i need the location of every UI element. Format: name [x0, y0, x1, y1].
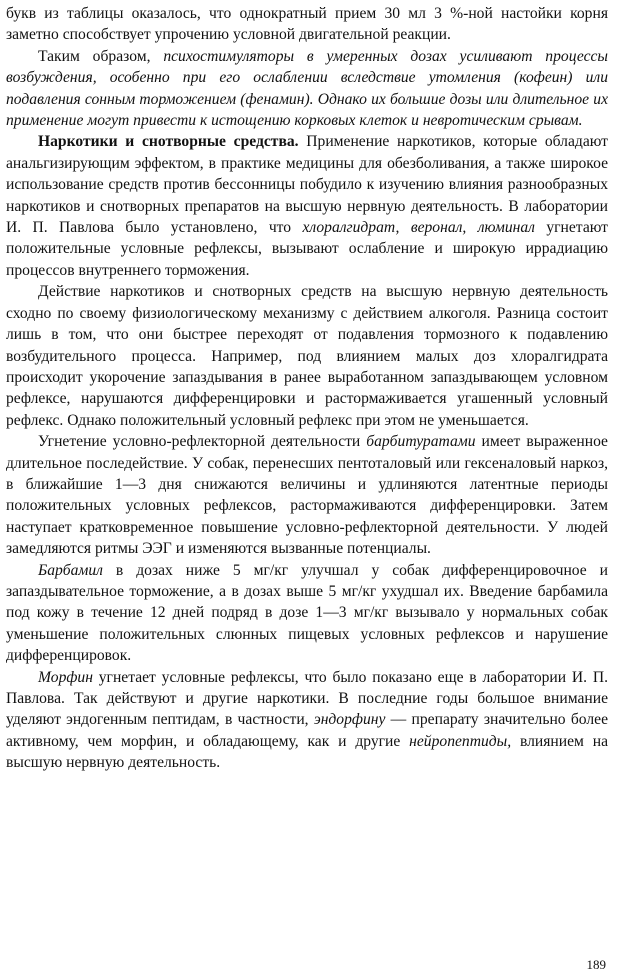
italic-text-segment: барбитуратами	[366, 433, 476, 451]
text-segment: в дозах ниже 5 мг/кг улучшал у собак дифференцировочное и запаздывательное торможение, а в дозах выше 5 мг/кг ухудшал их. Введение барбамила под кожу в течение 12 дней подряд в дозе 1—3 мг/кг вызывало у нормальных собак уменьшение положительных слюнных пищевых условных рефлексов и нарушение дифференцировок.	[6, 561, 608, 665]
italic-text-segment: эндорфину	[313, 711, 386, 729]
text-segment: имеет выраженное длительное последействие. У собак, перенесших пентоталовый или гексеналовый наркоз, в ближайшие 1—3 дня снижаются величины и удлиняются латентные периоды положительных условных рефлексов, растормаживаются дифференцировки. Затем наступает кратковременное повышение условно-рефлекторной деятельности. У людей замедляются ритмы ЭЭГ и изменяются вызванные потенциалы.	[6, 433, 608, 558]
text-segment: угнетает условные рефлексы, что было показано еще в лаборатории И. П. Павлова. Так действуют и другие наркотики. В последние годы большое внимание уделяют эндогенным пептидам, в частности,	[6, 668, 608, 729]
text-segment: букв из таблицы оказалось, что однократный прием 30 мл 3 %-ной настойки корня заметно способствует упрочению условной двигательной реакции.	[6, 5, 608, 44]
paragraph-5	[6, 431, 608, 559]
text-segment: — препарату значительно более активному, чем морфин, и обладающему, как и другие	[6, 711, 608, 750]
paragraph-2	[6, 46, 608, 132]
text-segment: Таким образом,	[38, 47, 164, 65]
text-segment: влиянием на высшую нервную деятельность.	[6, 732, 608, 772]
italic-text-segment: нейропептиды,	[409, 732, 512, 750]
italic-text-segment: психостимуляторы в умеренных дозах усиливают процессы возбуждения, особенно при его ослаблении вследствие утомления (кофеин) или подавления сонным торможением (фенамин). Однако их большие дозы или длительное их применение могут привести к истощению корковых клеток и невротическим срывам.	[6, 47, 608, 130]
page-number: 189	[586, 957, 606, 972]
paragraph-6	[6, 560, 608, 667]
paragraph-3	[6, 131, 608, 281]
text-segment: Действие наркотиков и снотворных средств на высшую нервную деятельность сходно по своему физиологическому механизму с действием алкоголя. Разница состоит лишь в том, что они быстрее переходят от подавления тормозного к подавлению возбудительного процесса. Например, под влиянием малых доз хлоралгидрата происходит укорочение запаздывания в ранее выработанном запаздывающем условном рефлексе, нарушаются дифференцировки и растормаживается угашенный условный рефлекс. Однако положительный условный рефлекс при этом не уменьшается.	[6, 283, 608, 429]
italic-text-segment: Морфин	[38, 668, 93, 686]
italic-text-segment: хлоралгидрат, веронал, люминал	[302, 219, 535, 237]
text-segment: Угнетение условно-рефлекторной деятельности	[38, 433, 367, 451]
paragraph-7	[6, 667, 608, 774]
text-segment: Применение наркотиков, которые обладают анальгизирующим эффектом, в практике медицины для обезболивания, а также широкое использование средств против бессонницы побудило к изучению влияния разнообразных наркотиков и снотворных препаратов на высшую нервную деятельность. В лаборатории И. П. Павлова было установлено, что	[6, 133, 608, 237]
paragraph-4	[6, 281, 608, 431]
italic-text-segment: Барбамил	[38, 561, 103, 579]
paragraph-1	[6, 0, 608, 46]
text-segment: угнетают положительные условные рефлексы, вызывают ослабление и широкую иррадиацию процессов внутреннего торможения.	[6, 219, 608, 279]
section-heading: Наркотики и снотворные средства.	[38, 133, 299, 151]
